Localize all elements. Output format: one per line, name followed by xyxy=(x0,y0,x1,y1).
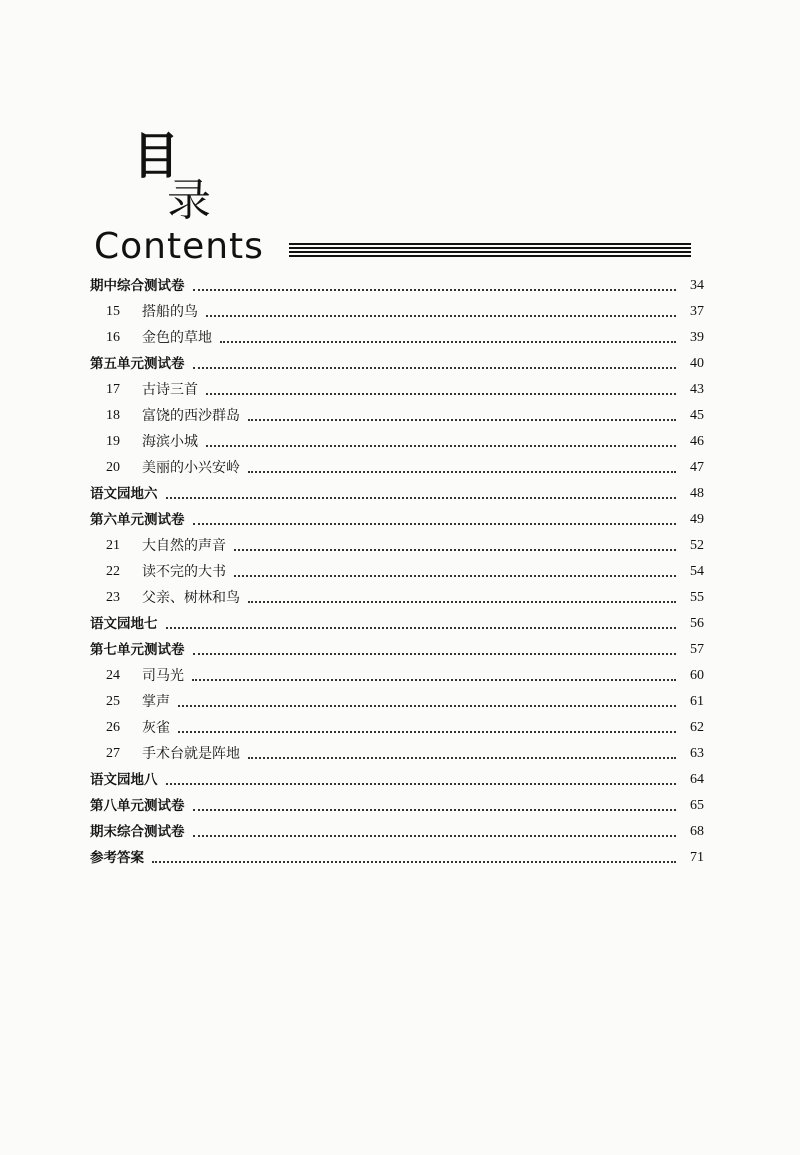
toc-entry[interactable] xyxy=(90,400,704,426)
toc-entry[interactable] xyxy=(90,816,704,842)
toc-entry[interactable] xyxy=(90,504,704,530)
toc-entry-page-number: 45 xyxy=(690,408,704,423)
toc-entry-number: 16 xyxy=(106,330,120,345)
toc-dot-leader xyxy=(192,679,676,681)
toc-dot-leader xyxy=(193,367,677,369)
toc-entry-number: 23 xyxy=(106,590,120,605)
toc-entry-number: 17 xyxy=(106,382,120,397)
toc-entry-title: 海滨小城 xyxy=(142,434,198,450)
toc-entry-title: 第八单元测试卷 xyxy=(90,798,185,814)
heading-char-mu: 目 xyxy=(133,127,179,185)
toc-entry-title: 父亲、树林和鸟 xyxy=(142,590,240,606)
toc-entry[interactable] xyxy=(90,556,704,582)
toc-entry-page-number: 54 xyxy=(690,564,704,579)
toc-entry-page-number: 55 xyxy=(690,590,704,605)
toc-dot-leader xyxy=(166,497,677,499)
toc-dot-leader xyxy=(248,601,676,603)
toc-entry[interactable] xyxy=(90,270,704,296)
toc-entry-title: 第五单元测试卷 xyxy=(90,356,185,372)
toc-entry-page-number: 65 xyxy=(690,798,704,813)
toc-entry-title: 语文园地七 xyxy=(90,616,158,632)
toc-entry[interactable] xyxy=(90,374,704,400)
toc-entry-number: 22 xyxy=(106,564,120,579)
toc-entry-page-number: 37 xyxy=(690,304,704,319)
toc-entry[interactable] xyxy=(90,530,704,556)
toc-entry-number: 20 xyxy=(106,460,120,475)
toc-entry-title: 手术台就是阵地 xyxy=(142,746,240,762)
toc-entry-number: 18 xyxy=(106,408,120,423)
toc-dot-leader xyxy=(152,861,676,863)
toc-dot-leader xyxy=(206,315,676,317)
toc-entry[interactable] xyxy=(90,738,704,764)
toc-entry-title: 语文园地八 xyxy=(90,772,158,788)
toc-entry[interactable] xyxy=(90,686,704,712)
toc-entry-title: 大自然的声音 xyxy=(142,538,226,554)
toc-entry-page-number: 48 xyxy=(690,486,704,501)
toc-entry-number: 19 xyxy=(106,434,120,449)
heading-contents: Contents xyxy=(94,226,264,267)
toc-entry-number: 27 xyxy=(106,746,120,761)
toc-entry[interactable] xyxy=(90,348,704,374)
toc-entry-page-number: 39 xyxy=(690,330,704,345)
toc-entry-page-number: 52 xyxy=(690,538,704,553)
toc-entry-title: 期中综合测试卷 xyxy=(90,278,185,294)
toc-entry-page-number: 46 xyxy=(690,434,704,449)
toc-entry-page-number: 64 xyxy=(690,772,704,787)
toc-entry-page-number: 47 xyxy=(690,460,704,475)
toc-entry-title: 第六单元测试卷 xyxy=(90,512,185,528)
toc-entry-page-number: 57 xyxy=(690,642,704,657)
toc-entry-page-number: 68 xyxy=(690,824,704,839)
toc-dot-leader xyxy=(166,627,677,629)
toc-entry-number: 24 xyxy=(106,668,120,683)
toc-entry-page-number: 71 xyxy=(690,850,704,865)
toc-entry-title: 司马光 xyxy=(142,668,184,684)
toc-dot-leader xyxy=(193,653,677,655)
toc-entry-title: 古诗三首 xyxy=(142,382,198,398)
toc-dot-leader xyxy=(178,731,676,733)
toc-entry-number: 26 xyxy=(106,720,120,735)
toc-entry-page-number: 34 xyxy=(690,278,704,293)
heading-decorative-lines xyxy=(289,243,691,259)
toc-entry-title: 读不完的大书 xyxy=(142,564,226,580)
toc-dot-leader xyxy=(248,757,676,759)
toc-entry[interactable] xyxy=(90,790,704,816)
toc-entry[interactable] xyxy=(90,660,704,686)
toc-dot-leader xyxy=(193,835,677,837)
toc-entry-page-number: 63 xyxy=(690,746,704,761)
toc-entry[interactable] xyxy=(90,712,704,738)
toc-entry-page-number: 43 xyxy=(690,382,704,397)
table-of-contents xyxy=(90,270,704,868)
toc-entry[interactable] xyxy=(90,608,704,634)
toc-entry-number: 21 xyxy=(106,538,120,553)
toc-entry-title: 金色的草地 xyxy=(142,330,212,346)
toc-dot-leader xyxy=(248,471,676,473)
toc-entry-page-number: 61 xyxy=(690,694,704,709)
toc-entry-title: 参考答案 xyxy=(90,850,144,866)
toc-entry[interactable] xyxy=(90,842,704,868)
toc-entry[interactable] xyxy=(90,582,704,608)
toc-entry[interactable] xyxy=(90,426,704,452)
toc-entry-title: 第七单元测试卷 xyxy=(90,642,185,658)
toc-entry[interactable] xyxy=(90,296,704,322)
toc-entry[interactable] xyxy=(90,322,704,348)
toc-entry-title: 富饶的西沙群岛 xyxy=(142,408,240,424)
toc-dot-leader xyxy=(193,809,677,811)
toc-entry-title: 语文园地六 xyxy=(90,486,158,502)
toc-dot-leader xyxy=(178,705,676,707)
toc-entry-page-number: 60 xyxy=(690,668,704,683)
toc-dot-leader xyxy=(234,575,676,577)
toc-entry-page-number: 56 xyxy=(690,616,704,631)
toc-entry-title: 搭船的鸟 xyxy=(142,304,198,320)
toc-dot-leader xyxy=(193,523,677,525)
toc-dot-leader xyxy=(248,419,676,421)
toc-dot-leader xyxy=(220,341,676,343)
toc-dot-leader xyxy=(206,393,676,395)
heading-char-lu: 录 xyxy=(167,175,211,226)
toc-entry-page-number: 49 xyxy=(690,512,704,527)
toc-entry-title: 期末综合测试卷 xyxy=(90,824,185,840)
toc-entry-title: 灰雀 xyxy=(142,720,170,736)
toc-entry-number: 15 xyxy=(106,304,120,319)
toc-entry[interactable] xyxy=(90,764,704,790)
toc-entry[interactable] xyxy=(90,634,704,660)
toc-entry-number: 25 xyxy=(106,694,120,709)
toc-dot-leader xyxy=(166,783,677,785)
toc-entry[interactable] xyxy=(90,478,704,504)
toc-entry-page-number: 40 xyxy=(690,356,704,371)
toc-entry-page-number: 62 xyxy=(690,720,704,735)
toc-entry[interactable] xyxy=(90,452,704,478)
toc-entry-title: 美丽的小兴安岭 xyxy=(142,460,240,476)
toc-dot-leader xyxy=(206,445,676,447)
toc-entry-title: 掌声 xyxy=(142,694,170,710)
toc-dot-leader xyxy=(234,549,676,551)
toc-dot-leader xyxy=(193,289,677,291)
